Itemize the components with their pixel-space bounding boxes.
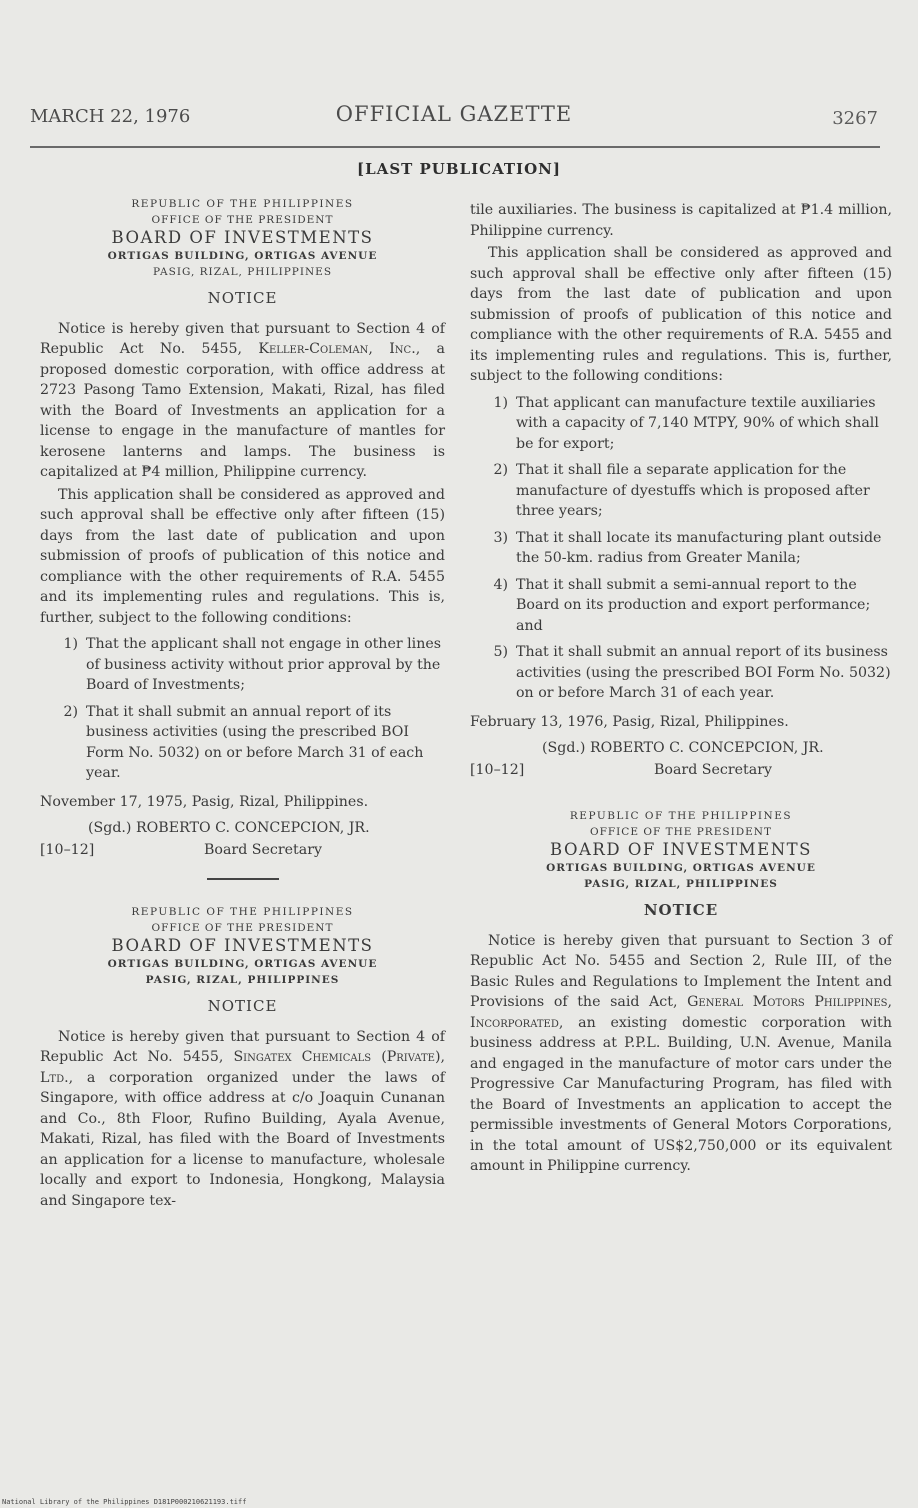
address-line: PASIG, RIZAL, PHILIPPINES [152,266,333,278]
board-line: BOARD OF INVESTMENTS [111,936,374,955]
republic-line: REPUBLIC OF THE PHILIPPINES [569,810,793,822]
header-rule [30,146,880,148]
office-line: OFFICE OF THE PRESIDENT [589,826,772,838]
list-item: 2) That it shall file a separate application for the manufacture of dyestuffs which is proposed after three years; [493,462,870,519]
scan-footer: National Library of the Philippines D181P000210621193.tiff [2,1498,247,1506]
company-name: General Motors Philippines, Incorporated [470,994,892,1031]
left-column [40,196,445,1213]
notice-title: NOTICE [643,901,719,919]
republic-line: REPUBLIC OF THE PHILIPPINES [131,198,354,210]
page-header [30,102,878,138]
notice-paragraph: This application shall be considered as approved and such approval shall be effective only after fifteen (15) days from the last date of publication and upon submission of proofs of publication of this notice and compliance with the other requirements of R.A. 5455 and its implementing rules and regulations. This is, further, subject to the following conditions: [40,486,445,626]
page-number: 3267 [832,108,878,129]
notice-paragraph: Notice is hereby given that pursuant to Section 4 of Republic Act No. 5455, Keller-Coleman, Inc., a proposed domestic corporation, with office address at 2723 Pasong Tamo Extension, Makati, Rizal, has filed with the Board of Investments an application for a license to engage in the manufacture of mantles for kerosene lanterns and lamps. The business is capitalized at ₱4 million, Philippine currency. [40,320,445,480]
address-line: PASIG, RIZAL, PHILIPPINES [584,878,778,890]
list-item: 5) That it shall submit an annual report of its business activities (using the prescribed BOI Form No. 5032) on or before March 31 of each year. [493,644,891,701]
list-item: 2) That it shall submit an annual report of its business activities (using the prescribed BOI Form No. 5032) on or before March 31 of each year. [63,703,424,781]
section-divider [207,878,279,880]
signatory-role: Board Secretary [654,762,772,778]
board-line: BOARD OF INVESTMENTS [111,228,374,247]
conditions-list [470,393,892,704]
conditions-list [40,634,445,784]
signatory: (Sgd.) ROBERTO C. CONCEPCION, JR. [542,740,824,756]
signatory-role: Board Secretary [204,842,322,858]
dateline: November 17, 1975, Pasig, Rizal, Philippines. [40,793,369,810]
dateline: February 13, 1976, Pasig, Rizal, Philippines. [470,713,789,730]
signature-block [40,818,445,862]
notice-paragraph: Notice is hereby given that pursuant to Section 4 of Republic Act No. 5455, Singatex Chemicals (Private), Ltd., a corporation organized under the laws of Singapore, with office address at c/o Joaquin Cunanan and Co., 8th Floor, Rufino Building, Ayala Avenue, Makati, Rizal, has filed with the Board of Investments an application for a license to manufacture, wholesale locally and export to Indonesia, Hongkong, Malaysia and Singapore tex- [40,1028,445,1209]
republic-line: REPUBLIC OF THE PHILIPPINES [131,906,354,918]
building-line: ORTIGAS BUILDING, ORTIGAS AVENUE [107,250,378,262]
notice-header [40,904,445,988]
last-publication-label: [LAST PUBLICATION] [357,160,561,178]
company-name: Keller-Coleman, Inc. [258,341,416,357]
publication-title: OFFICIAL GAZETTE [335,102,573,126]
board-line: BOARD OF INVESTMENTS [550,840,812,859]
spacer [470,782,892,808]
notice-paragraph: Notice is hereby given that pursuant to Section 3 of Republic Act No. 5455 and Section 2, Rule III, of the Basic Rules and Regulations to Implement the Intent and Provisions of the said Act, General Motors Philippines, Incorporated, an existing domestic corporation with business address at P.P.L. Building, U.N. Avenue, Manila and engaged in the manufacture of motor cars under the Progressive Car Manufacturing Program, has filed with the Board of Investments an application to accept the permissible investments of General Motors Corporations, in the total amount of US$2,750,000 or its equivalent amount in Philippine currency. [470,932,892,1174]
notice-title: NOTICE [207,289,278,307]
company-name: Singatex Chemicals (Private), Ltd. [40,1049,445,1086]
building-line: ORTIGAS BUILDING, ORTIGAS AVENUE [107,958,378,970]
notice-header [470,808,892,892]
reference-number: [10–12] [40,842,95,858]
reference-number: [10–12] [470,762,525,778]
notice-header [40,196,445,280]
list-item: 4) That it shall submit a semi-annual report to the Board on its production and export performance; and [493,576,871,634]
office-line: OFFICE OF THE PRESIDENT [151,214,334,226]
signature-block [470,738,892,782]
list-item: 3) That it shall locate its manufacturing plant outside the 50-km. radius from Greater Manila; [493,529,882,566]
signatory: (Sgd.) ROBERTO C. CONCEPCION, JR. [88,820,370,836]
office-line: OFFICE OF THE PRESIDENT [151,922,334,934]
notice-paragraph: This application shall be considered as approved and such approval shall be effective only after fifteen (15) days from the last date of publication and upon submission of proofs of publication of this notice and compliance with the other requirements of R.A. 5455 and its implementing rules and regulations. This is, further, subject to the following conditions: [470,245,892,384]
notice-paragraph-continued: tile auxiliaries. The business is capitalized at ₱1.4 million, Philippine currency. [470,202,892,239]
address-line: PASIG, RIZAL, PHILIPPINES [145,974,340,986]
issue-date: MARCH 22, 1976 [30,106,191,127]
right-column [470,200,892,1179]
list-item: 1) That the applicant shall not engage in other lines of business activity without prior approval by the Board of Investments; [63,636,442,693]
notice-title: NOTICE [207,997,278,1015]
building-line: ORTIGAS BUILDING, ORTIGAS AVENUE [546,862,816,874]
list-item: 1) That applicant can manufacture textile auxiliaries with a capacity of 7,140 MTPY, 90% of which shall be for export; [493,394,879,452]
